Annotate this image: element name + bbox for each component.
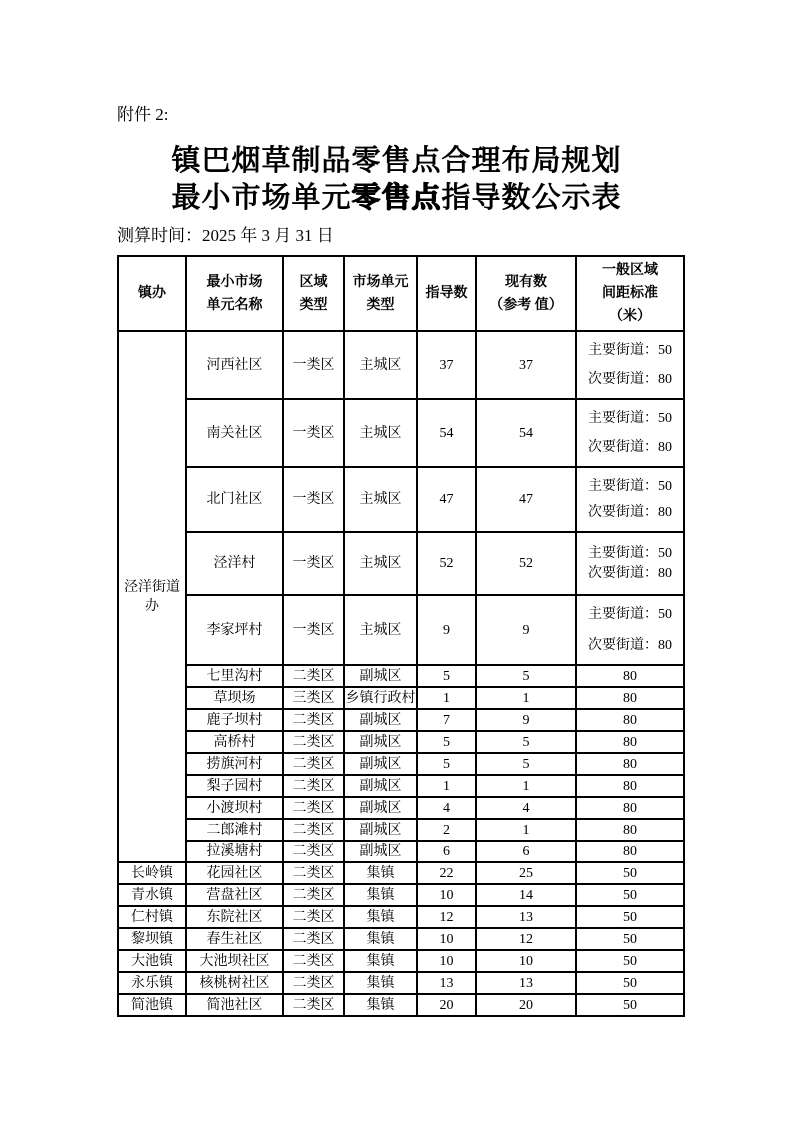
cell-unit-name: 简池社区 [186, 994, 283, 1016]
cell-zone-type: 二类区 [283, 841, 344, 862]
header-line: 类型 [299, 297, 328, 313]
cell-unit-name: 捞旗河村 [186, 753, 283, 775]
cell-market-type: 集镇 [344, 928, 417, 950]
cell-unit-name: 高桥村 [186, 731, 283, 753]
cell-town [118, 994, 186, 1016]
cell-unit-name: 李家坪村 [186, 595, 283, 665]
header-cell-zone-type [283, 256, 344, 331]
cell-town [118, 884, 186, 906]
table-row [118, 972, 684, 994]
cell-spacing-standard: 80 [576, 797, 684, 819]
title-segment: 指导数公示表 [441, 182, 622, 214]
cell-unit-name: 小渡坝村 [186, 797, 283, 819]
cell-spacing-standard: 80 [576, 841, 684, 862]
cell-market-type: 副城区 [344, 841, 417, 862]
cell-zone-type: 一类区 [283, 467, 344, 532]
cell-zone-type: 二类区 [283, 775, 344, 797]
header-cell-spacing-standard [576, 256, 684, 331]
cell-existing-count: 47 [476, 467, 576, 532]
cell-guide-count: 12 [417, 906, 476, 928]
cell-market-type: 乡镇行政村 [344, 687, 417, 709]
table-row [118, 665, 684, 687]
header-line: 镇办 [138, 286, 166, 301]
cell-guide-count: 7 [417, 709, 476, 731]
cell-spacing-standard: 50 [576, 862, 684, 884]
cell-existing-count: 14 [476, 884, 576, 906]
table-row [118, 467, 684, 532]
cell-guide-count: 22 [417, 862, 476, 884]
cell-town [118, 928, 186, 950]
cell-market-type: 副城区 [344, 775, 417, 797]
table-row [118, 753, 684, 775]
cell-unit-name: 鹿子坝村 [186, 709, 283, 731]
table-row [118, 399, 684, 467]
cell-existing-count: 54 [476, 399, 576, 467]
cell-guide-count: 47 [417, 467, 476, 532]
cell-existing-count: 5 [476, 665, 576, 687]
header-cell-market-unit-type [344, 256, 417, 331]
table-row [118, 819, 684, 841]
cell-guide-count: 10 [417, 928, 476, 950]
spacing-line: 次要街道：80 [588, 638, 672, 653]
table-row [118, 950, 684, 972]
cell-zone-type: 二类区 [283, 950, 344, 972]
cell-market-type: 副城区 [344, 819, 417, 841]
cell-spacing-standard [576, 532, 684, 595]
cell-market-type: 主城区 [344, 399, 417, 467]
cell-guide-count: 1 [417, 775, 476, 797]
cell-spacing-standard: 50 [576, 972, 684, 994]
cell-spacing-standard: 80 [576, 775, 684, 797]
cell-market-type: 主城区 [344, 467, 417, 532]
spacing-line: 次要街道：80 [588, 440, 672, 455]
cell-zone-type: 二类区 [283, 884, 344, 906]
cell-spacing-standard: 80 [576, 709, 684, 731]
cell-spacing-standard [576, 595, 684, 665]
cell-market-type: 集镇 [344, 972, 417, 994]
town-line: 办 [145, 598, 159, 614]
cell-existing-count: 5 [476, 753, 576, 775]
cell-zone-type: 一类区 [283, 399, 344, 467]
cell-market-type: 集镇 [344, 950, 417, 972]
spacing-lines [577, 334, 683, 396]
cell-existing-count: 13 [476, 906, 576, 928]
town-line: 简池镇 [131, 997, 173, 1013]
cell-existing-count: 25 [476, 862, 576, 884]
header-line: 区域 [299, 274, 328, 290]
cell-spacing-standard: 80 [576, 731, 684, 753]
cell-guide-count: 20 [417, 994, 476, 1016]
header-row [118, 256, 684, 331]
cell-zone-type: 二类区 [283, 753, 344, 775]
cell-market-type: 主城区 [344, 595, 417, 665]
layout-table [117, 255, 685, 1017]
cell-unit-name: 河西社区 [186, 331, 283, 399]
cell-guide-count: 10 [417, 884, 476, 906]
cell-guide-count: 5 [417, 665, 476, 687]
spacing-line: 主要街道：50 [588, 546, 672, 561]
cell-guide-count: 37 [417, 331, 476, 399]
table-row [118, 532, 684, 595]
cell-zone-type: 二类区 [283, 906, 344, 928]
cell-zone-type: 二类区 [283, 731, 344, 753]
cell-unit-name: 梨子园村 [186, 775, 283, 797]
cell-zone-type: 一类区 [283, 532, 344, 595]
header-cell-town [118, 256, 186, 331]
header-line: 一般区域 [602, 263, 658, 278]
cell-market-type: 副城区 [344, 665, 417, 687]
cell-zone-type: 二类区 [283, 709, 344, 731]
town-line: 大池镇 [131, 953, 173, 969]
cell-spacing-standard: 80 [576, 665, 684, 687]
cell-existing-count: 10 [476, 950, 576, 972]
cell-guide-count: 5 [417, 753, 476, 775]
cell-existing-count: 37 [476, 331, 576, 399]
header-line: 现有数 [505, 274, 547, 290]
spacing-line: 主要街道：50 [588, 343, 672, 358]
town-line: 青水镇 [131, 887, 173, 903]
cell-unit-name: 拉溪塘村 [186, 841, 283, 862]
spacing-lines [577, 402, 683, 464]
cell-guide-count: 6 [417, 841, 476, 862]
cell-existing-count: 1 [476, 819, 576, 841]
cell-town [118, 331, 186, 862]
town-line: 泾洋街道 [124, 579, 180, 595]
town-line: 永乐镇 [131, 975, 173, 991]
cell-unit-name: 春生社区 [186, 928, 283, 950]
header-line: 类型 [366, 297, 395, 313]
cell-market-type: 集镇 [344, 994, 417, 1016]
table-row [118, 331, 684, 399]
table-row [118, 906, 684, 928]
cell-zone-type: 二类区 [283, 994, 344, 1016]
title-segment-heavy: 零售点 [351, 182, 442, 214]
cell-spacing-standard: 50 [576, 928, 684, 950]
calc-time-label: 测算时间：2025 年 3 月 31 日 [117, 226, 334, 245]
cell-guide-count: 1 [417, 687, 476, 709]
cell-market-type: 主城区 [344, 331, 417, 399]
cell-unit-name: 大池坝社区 [186, 950, 283, 972]
cell-spacing-standard [576, 399, 684, 467]
table-row [118, 928, 684, 950]
spacing-lines [577, 470, 683, 529]
cell-spacing-standard [576, 331, 684, 399]
cell-unit-name: 草坝场 [186, 687, 283, 709]
cell-market-type: 主城区 [344, 532, 417, 595]
table-row [118, 841, 684, 862]
cell-spacing-standard: 50 [576, 906, 684, 928]
header-line: 最小市场 [206, 274, 263, 290]
header-line: （参考 值） [489, 297, 563, 313]
spacing-line: 次要街道：80 [588, 566, 672, 581]
cell-zone-type: 三类区 [283, 687, 344, 709]
cell-town [118, 950, 186, 972]
header-cell-existing-count [476, 256, 576, 331]
spacing-lines [577, 598, 683, 662]
table-row [118, 884, 684, 906]
cell-guide-count: 13 [417, 972, 476, 994]
header-cell-unit-name [186, 256, 283, 331]
cell-unit-name: 营盘社区 [186, 884, 283, 906]
table-row [118, 731, 684, 753]
header-line: （米） [609, 309, 651, 324]
town-line: 长岭镇 [131, 865, 173, 881]
cell-existing-count: 20 [476, 994, 576, 1016]
table-row [118, 862, 684, 884]
cell-existing-count: 5 [476, 731, 576, 753]
cell-existing-count: 6 [476, 841, 576, 862]
table-row [118, 687, 684, 709]
cell-spacing-standard [576, 467, 684, 532]
cell-zone-type: 二类区 [283, 665, 344, 687]
cell-market-type: 副城区 [344, 797, 417, 819]
spacing-line: 次要街道：80 [588, 372, 672, 387]
cell-unit-name: 二郎滩村 [186, 819, 283, 841]
cell-guide-count: 54 [417, 399, 476, 467]
table-row [118, 709, 684, 731]
cell-existing-count: 13 [476, 972, 576, 994]
cell-zone-type: 二类区 [283, 928, 344, 950]
cell-zone-type: 一类区 [283, 595, 344, 665]
town-line: 黎坝镇 [131, 931, 173, 947]
cell-zone-type: 二类区 [283, 819, 344, 841]
town-line: 仁村镇 [131, 909, 173, 925]
header-line: 间距标准 [602, 286, 658, 301]
table-row [118, 797, 684, 819]
main-title-line2 [0, 175, 793, 216]
cell-existing-count: 1 [476, 775, 576, 797]
cell-unit-name: 七里沟村 [186, 665, 283, 687]
cell-market-type: 副城区 [344, 731, 417, 753]
table-row [118, 775, 684, 797]
spacing-line: 次要街道：80 [588, 505, 672, 520]
cell-unit-name: 花园社区 [186, 862, 283, 884]
cell-spacing-standard: 80 [576, 753, 684, 775]
cell-market-type: 集镇 [344, 906, 417, 928]
cell-market-type: 副城区 [344, 753, 417, 775]
cell-existing-count: 4 [476, 797, 576, 819]
cell-guide-count: 9 [417, 595, 476, 665]
header-line: 单元名称 [206, 297, 263, 313]
spacing-line: 主要街道：50 [588, 411, 672, 426]
title-segment: 最小市场单元 [171, 182, 352, 214]
spacing-line: 主要街道：50 [588, 607, 672, 622]
cell-unit-name: 泾洋村 [186, 532, 283, 595]
cell-guide-count: 2 [417, 819, 476, 841]
cell-market-type: 副城区 [344, 709, 417, 731]
cell-spacing-standard: 80 [576, 687, 684, 709]
cell-market-type: 集镇 [344, 862, 417, 884]
cell-guide-count: 52 [417, 532, 476, 595]
cell-unit-name: 核桃树社区 [186, 972, 283, 994]
cell-spacing-standard: 50 [576, 950, 684, 972]
cell-zone-type: 二类区 [283, 862, 344, 884]
table-row [118, 595, 684, 665]
attachment-label: 附件 2: [117, 105, 169, 124]
spacing-lines [577, 535, 683, 592]
header-line: 市场单元 [352, 274, 409, 290]
cell-guide-count: 5 [417, 731, 476, 753]
header-line: 指导数 [425, 286, 468, 301]
cell-town [118, 972, 186, 994]
cell-town [118, 862, 186, 884]
cell-town [118, 906, 186, 928]
cell-unit-name: 北门社区 [186, 467, 283, 532]
cell-spacing-standard: 50 [576, 884, 684, 906]
cell-unit-name: 南关社区 [186, 399, 283, 467]
cell-existing-count: 1 [476, 687, 576, 709]
table-row [118, 994, 684, 1016]
cell-zone-type: 一类区 [283, 331, 344, 399]
main-title-line1: 镇巴烟草制品零售点合理布局规划 [171, 145, 622, 177]
header-cell-guide-count [417, 256, 476, 331]
cell-existing-count: 52 [476, 532, 576, 595]
cell-guide-count: 4 [417, 797, 476, 819]
cell-zone-type: 二类区 [283, 797, 344, 819]
cell-market-type: 集镇 [344, 884, 417, 906]
cell-unit-name: 东院社区 [186, 906, 283, 928]
cell-zone-type: 二类区 [283, 972, 344, 994]
cell-guide-count: 10 [417, 950, 476, 972]
spacing-line: 主要街道：50 [588, 479, 672, 494]
cell-existing-count: 9 [476, 595, 576, 665]
cell-existing-count: 9 [476, 709, 576, 731]
cell-spacing-standard: 50 [576, 994, 684, 1016]
cell-spacing-standard: 80 [576, 819, 684, 841]
cell-existing-count: 12 [476, 928, 576, 950]
